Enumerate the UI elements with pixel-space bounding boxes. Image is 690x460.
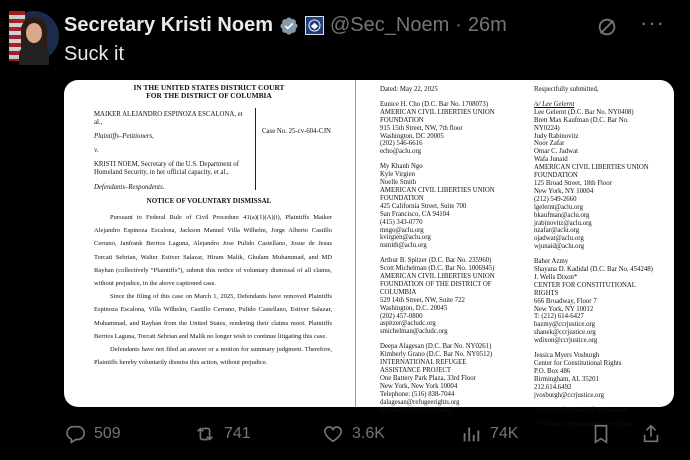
date-line: Dated: May 22, 2025 [380, 86, 438, 93]
plaintiff-role: Plaintiffs–Petitioners, [94, 133, 154, 141]
counsel-block: Baher Azmy Shayana D. Kadidal (D.C. Bar No. 454248) J. Wells Dixon* CENTER FOR CONSTITUTIONAL RIGHTS 666 Broadway, Floor 7 New York, NY 10012 T: (212) 614-6427 bazmy@ccrjustice.org shanek@ccrjustice.org wdixon@ccrjustice.org [534, 258, 653, 345]
court-caption [64, 84, 354, 100]
body-paragraph-3: Defendants have not filed an answer or a motion for summary judgment. Therefore, Plaintiffs hereby voluntarily dismiss this action, without prejudice. [94, 346, 332, 367]
more-options-icon[interactable]: ··· [640, 10, 665, 35]
signature-line: /s/ Lee Gelernt [534, 100, 575, 108]
tweet-text: Suck it [64, 43, 125, 65]
counsel-block: My Khanh Ngo Kyle Virgien Noelle Smith AMERICAN CIVIL LIBERTIES UNION FOUNDATION 425 California Street, Suite 700 San Francisco, CA 94104 (415) 343-0770 mngo@aclu.org kvirgien@aclu.org nsmith@aclu.org [380, 163, 495, 250]
case-number: Case No. 25-cv-604-CJN [262, 128, 331, 135]
court-line-1: IN THE UNITED STATES DISTRICT COURT [133, 83, 285, 92]
counsel-column-right [534, 86, 672, 429]
author-avatar[interactable] [9, 11, 59, 61]
reply-button[interactable] [64, 423, 121, 445]
tweet-action-bar [0, 423, 690, 447]
separator-dot: · [455, 14, 462, 36]
like-button[interactable] [322, 423, 385, 445]
case-parties [94, 111, 249, 192]
avatar-body [19, 45, 49, 65]
like-count: 3.6K [352, 425, 385, 442]
heart-icon [322, 423, 344, 445]
author-name[interactable]: Secretary Kristi Noem [64, 14, 273, 36]
respectfully-submitted: Respectfully submitted, [534, 86, 599, 93]
agency-seal-icon [305, 16, 324, 35]
bookmark-icon [590, 423, 612, 445]
body-paragraph-1: Pursuant to Federal Rule of Civil Procedure 41(a)(1)(A)(i), Plaintiffs Maiker Alejandro Espinoza Escalona, Jackson Manuel Villa Wilhelm, Jorge Alberto Castillo Cerrano, Janfrank Berrios Laguna, Alejandro Jose Pulido Castellano, Josue de Jesus Torcati Sebrian, Walter Estiver Salazar, Hiram Malik, Ghulam Muhammad, and MD Rayhan (collectively “Plaintiffs”), submit this notice of voluntary dismissal of all claims, without prejudice, in the above captioned case. [94, 214, 332, 288]
court-line-2: FOR THE DISTRICT OF COLUMBIA [146, 91, 272, 100]
tweet-media-image[interactable] [64, 80, 674, 429]
counsel-block: Jessica Myers Vosburgh Center for Constitutional Rights P.O. Box 486 Birmingham, AL 35201 212.614.6492 jvosburgh@ccrjustice.org [534, 352, 622, 399]
document-title: NOTICE OF VOLUNTARY DISMISSAL [146, 197, 272, 205]
views-button[interactable] [460, 423, 518, 445]
document-right-page [355, 80, 674, 429]
document-body [94, 211, 332, 369]
body-paragraph-2: Since the filing of this case on March 1, 2025, Defendants have removed Plaintiffs Espinoza Escalona, Villa Wilhelm, Castillo Cerrano, Pulido Castellano, Estiver Salazar, Muhammad, and Rayhan from the United States, rendering their claims moot. Plaintiffs Berrios Laguna, Torcati Sebrian and Malik no longer wish to continue litigating this case. [94, 293, 332, 340]
view-count: 74K [490, 425, 519, 442]
tweet-header [64, 14, 507, 37]
views-chart-icon [460, 423, 482, 445]
reply-count: 509 [94, 425, 121, 442]
retweet-count: 741 [224, 425, 251, 442]
grok-icon[interactable] [596, 16, 618, 38]
retweet-icon [194, 423, 216, 445]
share-button[interactable] [640, 423, 662, 450]
counsel-block: Lee Gelernt (D.C. Bar No. NY0408) Brett Max Kaufman (D.C. Bar No. NY0224) Judy Rabinovitz Noor Zafar Omar C. Jadwat Wafa Junaid AMERICAN CIVIL LIBERTIES UNION FOUNDATION 125 Broad Street, 18th Floor New York, NY 10004 (212) 549-2660 lgelernt@aclu.org bkaufman@aclu.org jrabinovitz@aclu.org nzafar@aclu.org ojadwat@aclu.org wjunaid@aclu.org [534, 108, 649, 251]
counsel-block: Deepa Alagesan (D.C. Bar No. NY0261) Kimberly Grano (D.C. Bar No. NY0512) INTERNATIONAL REFUGEE ASSISTANCE PROJECT One Battery Park Plaza, 33rd Floor New York, New York 10004 Telephone: (516) 838-7044 dalagesan@refugeerights.org kgrano@refugeerights.org [380, 343, 493, 414]
retweet-button[interactable] [194, 423, 251, 445]
caption-bracket [252, 108, 256, 190]
bookmark-button[interactable] [590, 423, 612, 450]
document-left-page [64, 80, 354, 407]
verified-badge-icon [279, 16, 299, 36]
attorneys-for: Attorneys for Plaintiffs-Petitioners [534, 406, 629, 414]
share-icon [640, 423, 662, 445]
tweet-time[interactable]: 26m [467, 14, 507, 36]
defendant-name: KRISTI NOEM, Secretary of the U.S. Department of Homeland Security, in her official capacity, et al., [94, 161, 239, 177]
avatar-face [26, 23, 42, 43]
counsel-block: Eunice H. Cho (D.C. Bar No. 1708073) AMERICAN CIVIL LIBERTIES UNION FOUNDATION 915 15th Street, NW, 7th floor Washington, DC 20005 (202) 546-6616 echo@aclu.org [380, 100, 495, 156]
seal-emblem-icon [308, 19, 321, 32]
defendant-role: Defendants–Respondents. [94, 183, 165, 191]
counsel-block: Arthur B. Spitzer (D.C. Bar No. 235960) Scott Michelman (D.C. Bar No. 1006945) AMERICAN CIVIL LIBERTIES UNION FOUNDATION OF THE DISTRICT OF COLUMBIA 529 14th Street, NW, Suite 722 Washington, D.C. 20045 (202) 457-0800 aspitzer@acludc.org smichelman@acludc.org [380, 257, 495, 336]
versus: v. [94, 147, 99, 155]
footnote: *Pro bono representation certificate [534, 421, 633, 429]
author-handle[interactable]: @Sec_Noem [329, 14, 450, 36]
reply-icon [64, 423, 86, 445]
counsel-column-left [380, 86, 530, 421]
plaintiff-name: MAIKER ALEJANDRO ESPINOZA ESCALONA, et al., [94, 111, 243, 127]
